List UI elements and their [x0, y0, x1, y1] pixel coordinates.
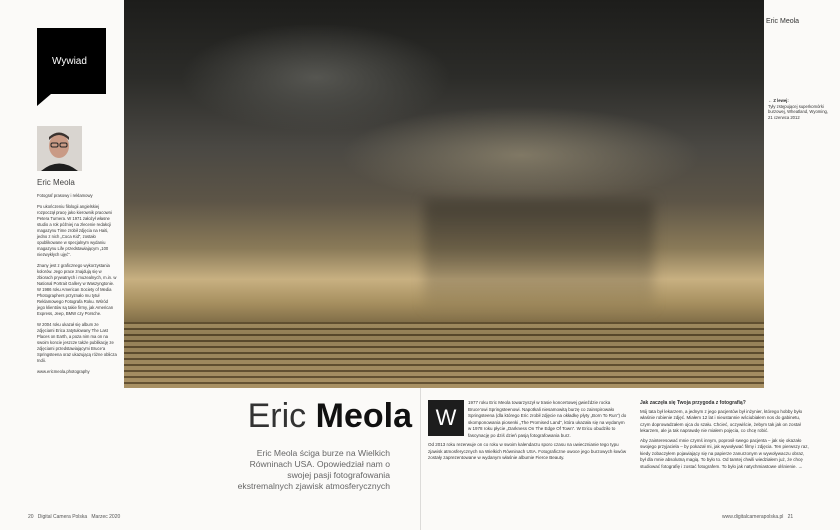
author-name: Eric Meola — [37, 178, 75, 187]
storm-photo — [124, 0, 764, 388]
bio-column — [37, 178, 117, 380]
page-number-right: 21 — [787, 514, 794, 520]
article-column-2 — [640, 400, 810, 473]
wheat-field — [124, 322, 764, 388]
photo-caption — [768, 98, 828, 120]
interview-question: Jak zaczęła się Twoja przygoda z fotografią? — [640, 400, 746, 406]
footer-left — [28, 514, 120, 520]
interview-answer: Aby zainteresować mnie czymś innym, poprosił swego pacjenta – jak się okazało swojego przyjaciela – by pokazał mi, jak wywoływać filmy i zdjęcia. Ten pierwszy raz, kiedy zobaczyłem pojawiający się na papierze zanurzonym w wywoływaczu obraz, był dla mnie absolutną magią. To było to. Od tamtej chwili wiedziałem już, że chcę studiować fotografię i zostać fotografem. To było jak natychmiastowe olśnienie. → — [640, 437, 809, 469]
title-first-name: Eric — [247, 397, 307, 435]
caption-text: Tyły zstępującej superkomórki burzowej, Wheatland, Wyoming, 21 czerwca 2012 — [768, 103, 829, 120]
issue-date: Marzec 2020 — [91, 514, 121, 520]
interview-answer: Mój tata był lekarzem, a jednym z jego pacjentów był inżynier, którego hobby było właśnie robienie zdjęć. Miałem 12 lat i nieustannie wściubiałem nos do gabinetu, czym doprowadzałem ojca do szału. Chcieć, oczywiście, żebym tak jak on został lekarzem, ale ja tak naprawdę nie miałem pojęcia, co chcę robić. — [640, 408, 803, 433]
bio-paragraph: Znany jest z graficznego wykorzystania kolorów. Jego prace znajdują się w zbiorach prywatnych i muzealnych, m.in. w National Portrait Gallery w Waszyngtonie. W 1986 roku American Society of Media Photographers przyznało mu tytuł Reklamowego Fotografa Roku. Wśród jego klientów są takie firmy, jak American Express, Jeep, BMW czy Porsche. — [37, 263, 117, 316]
title-last-name: Meola — [315, 397, 412, 435]
arrow-left-icon: ← — [768, 98, 773, 103]
bio-paragraph: W 2004 roku ukazał się album ze zdjęciami Erica zatytułowany The Last Places on Earth, a poza nim ma on na swoim koncie jeszcze także publikację ze zdjęciami przedstawiającymi Bruce’a Springsteena oraz ukazującą różne oblicza Indii. — [37, 322, 117, 363]
portrait-image — [37, 126, 82, 171]
drop-cap: W — [428, 400, 464, 436]
magazine-url[interactable]: www.digitalcamerapolska.pl — [722, 514, 784, 520]
author-portrait — [37, 126, 82, 171]
caption-title: Z lewej: — [773, 98, 789, 103]
section-tag — [37, 28, 106, 94]
section-tag-label: Wywiad — [52, 56, 87, 67]
article-lead: Eric Meola ściga burze na Wielkich Równinach USA. Opowiedział nam o swojej pasji fotografowania ekstremalnych zjawisk atmosferycznych — [237, 448, 390, 491]
bio-role: Fotograf prasowy i reklamowy — [37, 193, 93, 198]
magazine-name: Digital Camera Polska — [37, 514, 88, 520]
article-paragraph: Od 2013 roku rezerwuje on co roku w swoim kalendarzu sporo czasu na uwiecznianie tego typu zjawisk atmosferycznych na Wielkich Równinach USA. Fotograficzne owoce jego burzowych łowów zostały zaprezentowane w wydanym właśnie albumie Fierce Beauty. — [428, 442, 627, 460]
article-paragraph: 1977 roku Eric Meola towarzyszył w trasie koncertowej gwieździe rocka Bruce’owi Springsteenowi. Napotkali niesamowitą burzę co zainspirowało Springsteena (dla którego Eric zrobił zdjęcie na okładkę płyty „Born To Run”) do skomponowania piosenki „The Promised Land”, która ukazała się na wydanym w 1978 roku płycie „Darkness On The Edge Of Town”. W Ericu obudziło to fascynację po dziś dzień pasją fotografowania burz. — [468, 400, 627, 438]
author-website-link[interactable]: www.ericmeola.photography — [37, 369, 90, 374]
section-tag-tail — [37, 94, 51, 106]
footer-right — [722, 514, 793, 520]
page-number-left: 20 — [28, 514, 34, 520]
running-head: Eric Meola — [766, 18, 800, 25]
bio-paragraph: Po ukończeniu filologii angielskiej rozpoczął pracę jako kierownik pracowni Petera Turnera. W 1971 założył własne studio a rok później na zlecenie redakcji magazynu Time zrobił zdjęcia na Haiti, jedno z nich „Coca Kid”, zostało opublikowane w specjalnym wydaniu magazynu Life przedstawiającym „100 niezwykłych ujęć”. — [37, 204, 112, 257]
rain-shaft — [424, 200, 654, 310]
article-title — [182, 396, 412, 436]
